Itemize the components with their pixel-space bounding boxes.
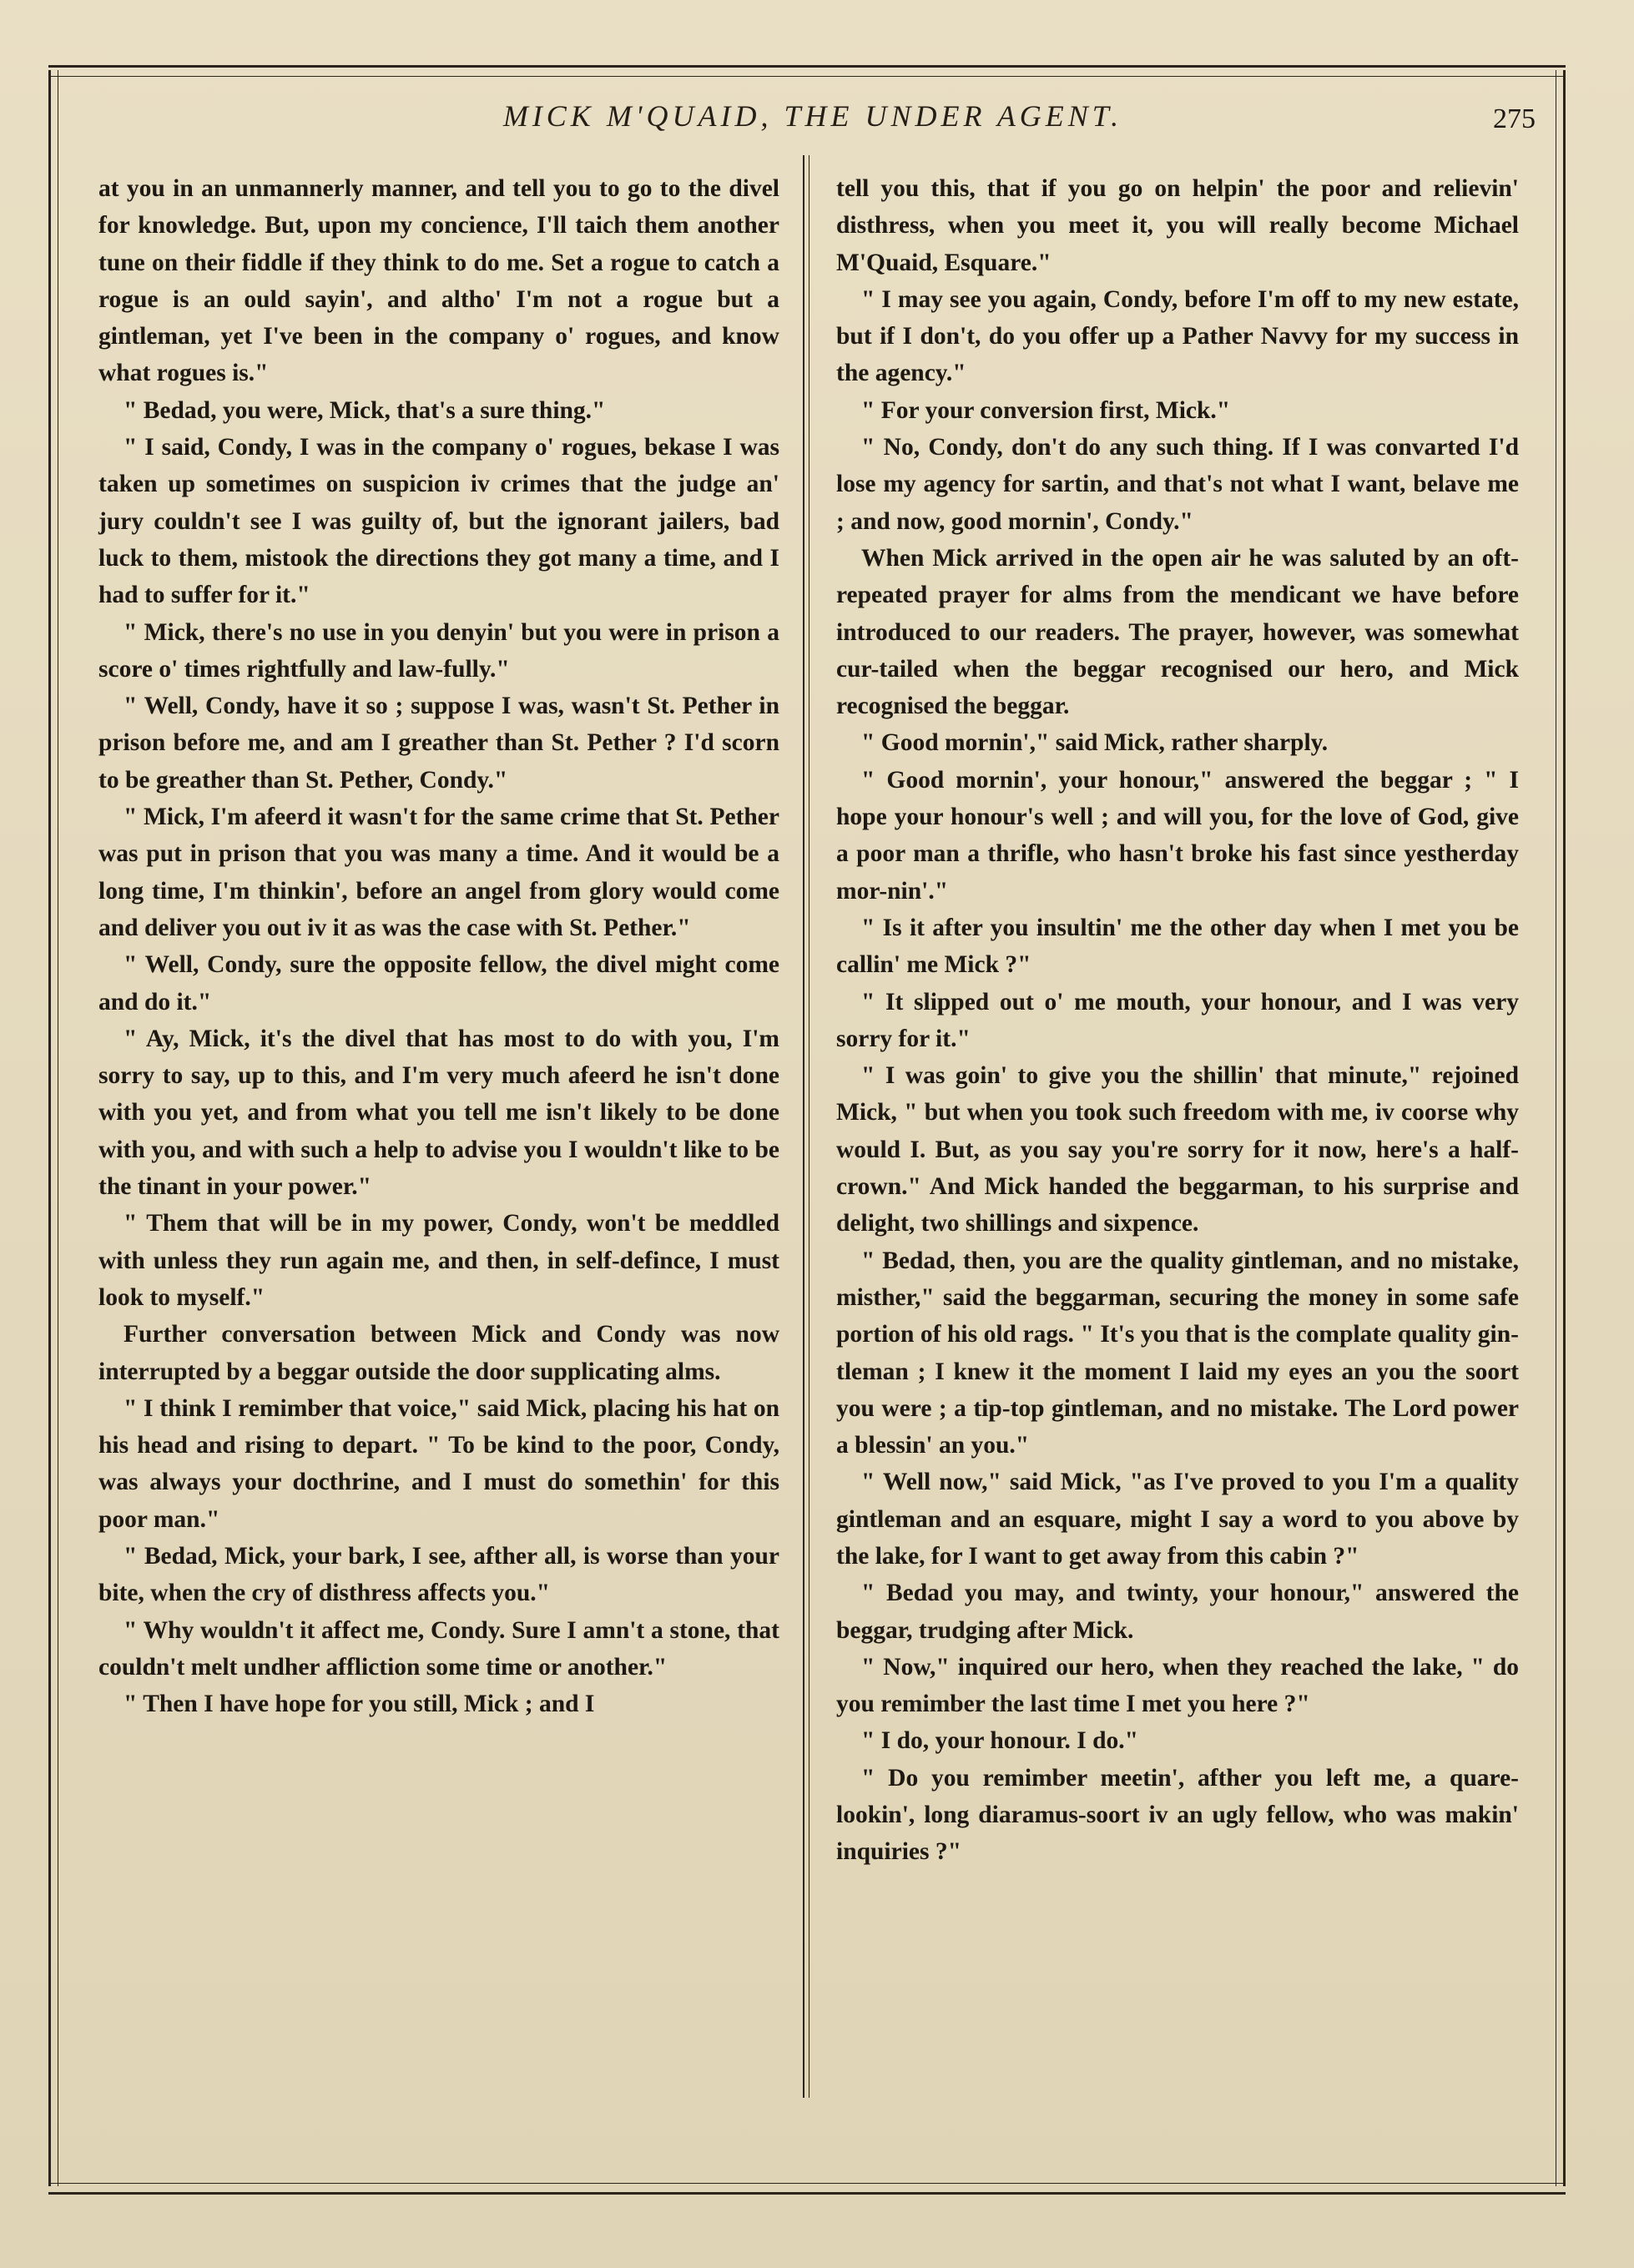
paragraph: " Then I have hope for you still, Mick ; and I — [124, 1691, 595, 1718]
left-border-rule — [48, 70, 58, 2186]
paragraph: " I may see you again, Condy, before I'm off to my new estate, but if I don't, do you offer up a Pather Navvy for my success in the agency." — [836, 285, 1519, 387]
paragraph: " Them that will be in my power, Condy, won't be meddled with unless they run again me, and then, in self-defince, I must look to myself." — [98, 1210, 779, 1311]
paragraph: " Bedad, then, you are the quality gintleman, and no mistake, misther," said the beggarman, securing the money in some safe portion of his old rags. " It's you that is the complate quality gin-tleman ; I knew it the moment I laid my eyes an you the soort you were ; a tip-top gintleman, and no mistake. The Lord power a blessin' an you." — [836, 1247, 1519, 1459]
running-title: MICK M'QUAID, THE UNDER AGENT. — [502, 99, 1123, 133]
paragraph: " Bedad you may, and twinty, your honour," answered the beggar, trudging after Mick. — [836, 1580, 1519, 1644]
paragraph: " Good mornin', your honour," answered the beggar ; " I hope your honour's well ; and will you, for the love of God, give a poor man a thrifle, who hasn't broke his fast since yestherday mor-nin'." — [836, 766, 1519, 905]
paragraph: " Now," inquired our hero, when they reached the lake, " do you remimber the last time I met you here ?" — [836, 1653, 1519, 1718]
paragraph: When Mick arrived in the open air he was saluted by an oft-repeated prayer for alms from the mendicant we have before introduced to our readers. The prayer, however, was somewhat cur-tailed when the beggar recognised our hero, and Mick recognised the beggar. — [836, 544, 1519, 720]
paragraph: " Bedad, you were, Mick, that's a sure thing." — [124, 396, 606, 424]
paragraph: " Mick, I'm afeerd it wasn't for the same crime that St. Pether was put in prison that you was many a time. And it would be a long time, I'm thinkin', before an angel from glory would come and deliver you out iv it as was the case with St. Pether." — [98, 804, 779, 941]
paragraph: " I was goin' to give you the shillin' that minute," rejoined Mick, " but when you took such freedom with me, iv coorse why would I. But, as you say you're sorry for it now, here's a half-crown." And Mick handed the beggarman, to his surprise and delight, two shillings and sixpence. — [836, 1062, 1519, 1237]
paragraph: " Mick, there's no use in you denyin' but you were in prison a score o' times rightfully and law-fully." — [98, 618, 779, 683]
paragraph: Further conversation between Mick and Condy was now interrupted by a beggar outside the door supplicating alms. — [98, 1321, 779, 1385]
paragraph: " Do you remimber meetin', afther you left me, a quare-lookin', long diaramus-soort iv an ugly fellow, who was makin' inquiries ?" — [836, 1764, 1519, 1866]
paragraph: " Well, Condy, sure the opposite fellow, the divel might come and do it." — [98, 951, 779, 1016]
page-number: 275 — [1493, 103, 1536, 134]
paragraph: " I do, your honour. I do." — [861, 1727, 1138, 1755]
paragraph: " Ay, Mick, it's the divel that has most to do with you, I'm sorry to say, up to this, and I'm very much afeerd he isn't done with you yet, and from what you tell me isn't likely to be done with you, and with such a help to advise you I wouldn't like to be the tinant in your power." — [98, 1025, 779, 1201]
paragraph: at you in an unmannerly manner, and tell you to go to the divel for knowledge. But, upon my concience, I'll taich them another tune on their fiddle if they think to do me. Set a rogue to catch a rogue is an ould sayin', and altho' I'm not a rogue but a gintleman, yet I've been in the company o' rogues, and know what rogues is." — [98, 175, 779, 387]
paragraph: " Good mornin'," said Mick, rather sharply. — [861, 729, 1329, 757]
paragraph: " No, Condy, don't do any such thing. If I was convarted I'd lose my agency for sartin, and that's not what I want, belave me ; and now, good mornin', Condy." — [836, 434, 1519, 535]
right-border-rule — [1556, 70, 1566, 2186]
paragraph: " Well now," said Mick, "as I've proved to you I'm a quality gintleman and an esquare, might I say a word to you above by the lake, for I want to get away from this cabin ?" — [836, 1469, 1519, 1570]
bottom-border-rule — [48, 2183, 1566, 2195]
top-border-rule — [48, 65, 1566, 77]
paragraph: tell you this, that if you go on helpin' the poor and relievin' disthress, when you meet it, you will really become Michael M'Quaid, Esquare." — [836, 175, 1519, 276]
column-divider — [803, 155, 809, 2098]
paragraph: " Is it after you insultin' me the other day when I met you be callin' me Mick ?" — [836, 914, 1519, 979]
paragraph: " I think I remimber that voice," said Mick, placing his hat on his head and rising to depart. " To be kind to the poor, Condy, was always your docthrine, and I must do somethin' for this poor man." — [98, 1394, 779, 1533]
right-column — [836, 170, 1519, 1871]
paragraph: " Bedad, Mick, your bark, I see, afther all, is worse than your bite, when the cry of disthress affects you." — [98, 1542, 779, 1607]
paragraph: " Well, Condy, have it so ; suppose I was, wasn't St. Pether in prison before me, and am I greather than St. Pether ? I'd scorn to be greather than St. Pether, Condy." — [98, 693, 779, 794]
left-column — [98, 170, 779, 1722]
paragraph: " It slipped out o' me mouth, your honour, and I was very sorry for it." — [836, 988, 1519, 1052]
paragraph: " For your conversion first, Mick." — [861, 396, 1231, 424]
paragraph: " Why wouldn't it affect me, Condy. Sure I amn't a stone, that couldn't melt undher affliction some time or another." — [98, 1616, 779, 1681]
paragraph: " I said, Condy, I was in the company o' rogues, bekase I was taken up sometimes on suspicion iv crimes that the judge an' jury couldn't see I was guilty of, but the ignorant jailers, bad luck to them, mistook the directions they got many a time, and I had to suffer for it." — [98, 434, 779, 609]
